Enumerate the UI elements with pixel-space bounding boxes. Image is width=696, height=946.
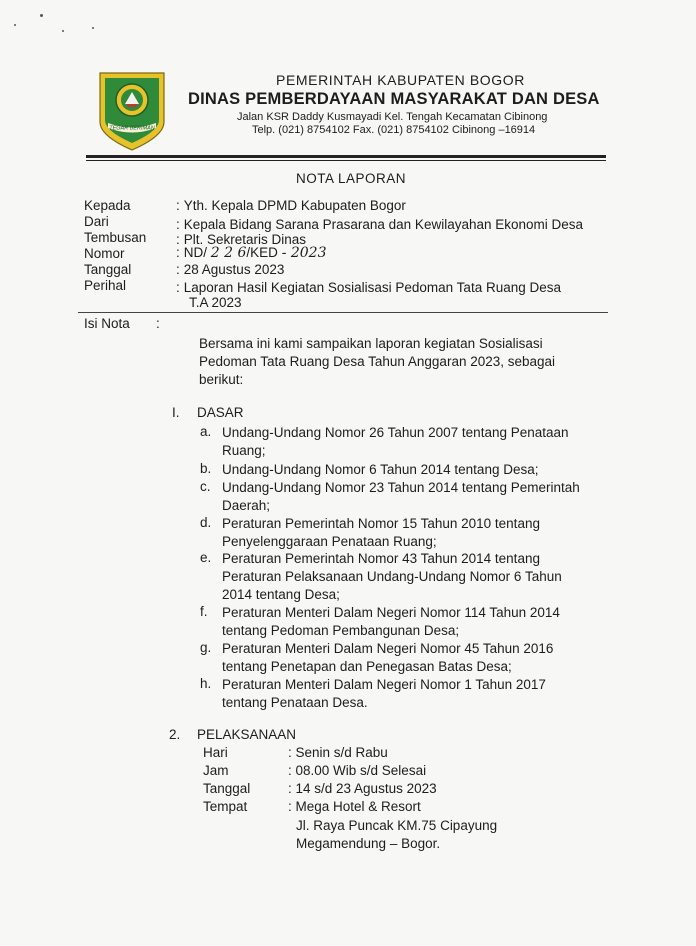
section-2-title: PELAKSANAAN xyxy=(197,727,297,742)
field-label-dari: Dari xyxy=(84,214,109,229)
letterhead-agency: DINAS PEMBERDAYAAN MASYARAKAT DAN DESA xyxy=(188,90,600,108)
field-value-kepada: : Yth. Kepala DPMD Kabupaten Bogor xyxy=(176,198,406,213)
field-label-kepada: Kepada xyxy=(84,198,131,213)
detail-value-tanggal: : 14 s/d 23 Agustus 2023 xyxy=(288,781,437,796)
list-item: Peraturan Pemerintah Nomor 43 Tahun 2014 tentang Peraturan Pelaksanaan Undang-Undang Nomor 6 Tahun 2014 tentang Desa; xyxy=(222,551,562,602)
nomor-handwritten-year: - 2023 xyxy=(281,245,327,261)
list-item: Peraturan Menteri Dalam Negeri Nomor 45 Tahun 2016 tentang Penetapan dan Penegasan Batas Desa; xyxy=(222,641,554,674)
scan-speck xyxy=(92,27,94,29)
scan-speck xyxy=(14,24,16,26)
field-label-perihal: Perihal xyxy=(84,278,127,293)
detail-label-jam: Jam xyxy=(203,763,229,778)
detail-label-tanggal: Tanggal xyxy=(203,781,251,796)
intro-line: Pedoman Tata Ruang Desa Tahun Anggaran 2023, sebagai xyxy=(199,354,556,369)
header-separator xyxy=(78,312,608,313)
scan-speck xyxy=(40,14,43,17)
list-item-letter: a. xyxy=(200,424,212,439)
list-item-letter: b. xyxy=(200,461,212,476)
letterhead-government: PEMERINTAH KABUPATEN BOGOR xyxy=(276,72,525,88)
kabupaten-bogor-emblem-icon xyxy=(96,70,168,152)
intro-line: Bersama ini kami sampaikan laporan kegiatan Sosialisasi xyxy=(199,336,543,351)
list-item-letter: e. xyxy=(200,550,212,565)
intro-paragraph xyxy=(199,335,605,389)
list-item-letter: h. xyxy=(200,676,212,691)
detail-address-line: Jl. Raya Puncak KM.75 Cipayung xyxy=(296,818,498,833)
list-item-letter: c. xyxy=(200,479,211,494)
letterhead-rule-thick xyxy=(86,155,606,158)
list-item: Peraturan Menteri Dalam Negeri Nomor 1 Tahun 2017 tentang Penataan Desa. xyxy=(222,677,546,710)
nomor-handwritten-number: 2 2 6 xyxy=(210,245,247,261)
detail-label-hari: Hari xyxy=(203,745,228,760)
isi-nota-label: Isi Nota xyxy=(84,316,130,331)
letterhead-address: Jalan KSR Daddy Kusmayadi Kel. Tengah Kecamatan Cibinong xyxy=(237,111,548,123)
list-item: Undang-Undang Nomor 26 Tahun 2007 tentang Penataan Ruang; xyxy=(222,425,569,458)
field-value-nomor: : ND/ 2 2 6/KED - 2023 xyxy=(176,245,327,261)
section-1-number: I. xyxy=(172,405,180,420)
intro-line: berikut: xyxy=(199,372,244,387)
letterhead-rule-thin xyxy=(86,160,606,161)
list-item-letter: g. xyxy=(200,640,212,655)
document-title: NOTA LAPORAN xyxy=(296,171,407,186)
list-item: Undang-Undang Nomor 23 Tahun 2014 tentang Pemerintah Daerah; xyxy=(222,480,580,513)
letterhead-contact: Telp. (021) 8754102 Fax. (021) 8754102 Cibinong –16914 xyxy=(252,124,536,136)
svg-text:TEGAR BERIMAN: TEGAR BERIMAN xyxy=(109,125,155,132)
detail-value-jam: : 08.00 Wib s/d Selesai xyxy=(288,763,427,778)
scan-speck xyxy=(62,30,64,32)
field-label-nomor: Nomor xyxy=(84,246,125,261)
section-2-number: 2. xyxy=(169,727,181,742)
detail-address-line: Megamendung – Bogor. xyxy=(296,836,441,851)
list-item-letter: f. xyxy=(200,604,208,619)
section-1-title: DASAR xyxy=(197,405,244,420)
list-item: Peraturan Menteri Dalam Negeri Nomor 114 Tahun 2014 tentang Pedoman Pembangunan Desa; xyxy=(222,605,560,638)
field-value-tembusan: : Plt. Sekretaris Dinas xyxy=(176,232,307,247)
field-value-dari: : Kepala Bidang Sarana Prasarana dan Kewilayahan Ekonomi Desa xyxy=(176,217,584,232)
field-value-perihal: : Laporan Hasil Kegiatan Sosialisasi Pedoman Tata Ruang Desa xyxy=(176,280,562,295)
field-label-tembusan: Tembusan xyxy=(84,230,147,245)
list-item: Undang-Undang Nomor 6 Tahun 2014 tentang Desa; xyxy=(222,462,539,477)
detail-value-tempat: : Mega Hotel & Resort xyxy=(288,799,421,814)
detail-value-hari: : Senin s/d Rabu xyxy=(288,745,388,760)
list-item-letter: d. xyxy=(200,515,212,530)
field-value-perihal-cont: T.A 2023 xyxy=(189,295,242,310)
list-item: Peraturan Pemerintah Nomor 15 Tahun 2010 tentang Penyelenggaraan Penataan Ruang; xyxy=(222,516,540,549)
isi-nota-colon: : xyxy=(156,316,160,331)
field-label-tanggal: Tanggal xyxy=(84,262,132,277)
detail-label-tempat: Tempat xyxy=(203,799,248,814)
field-value-tanggal: : 28 Agustus 2023 xyxy=(176,262,285,277)
